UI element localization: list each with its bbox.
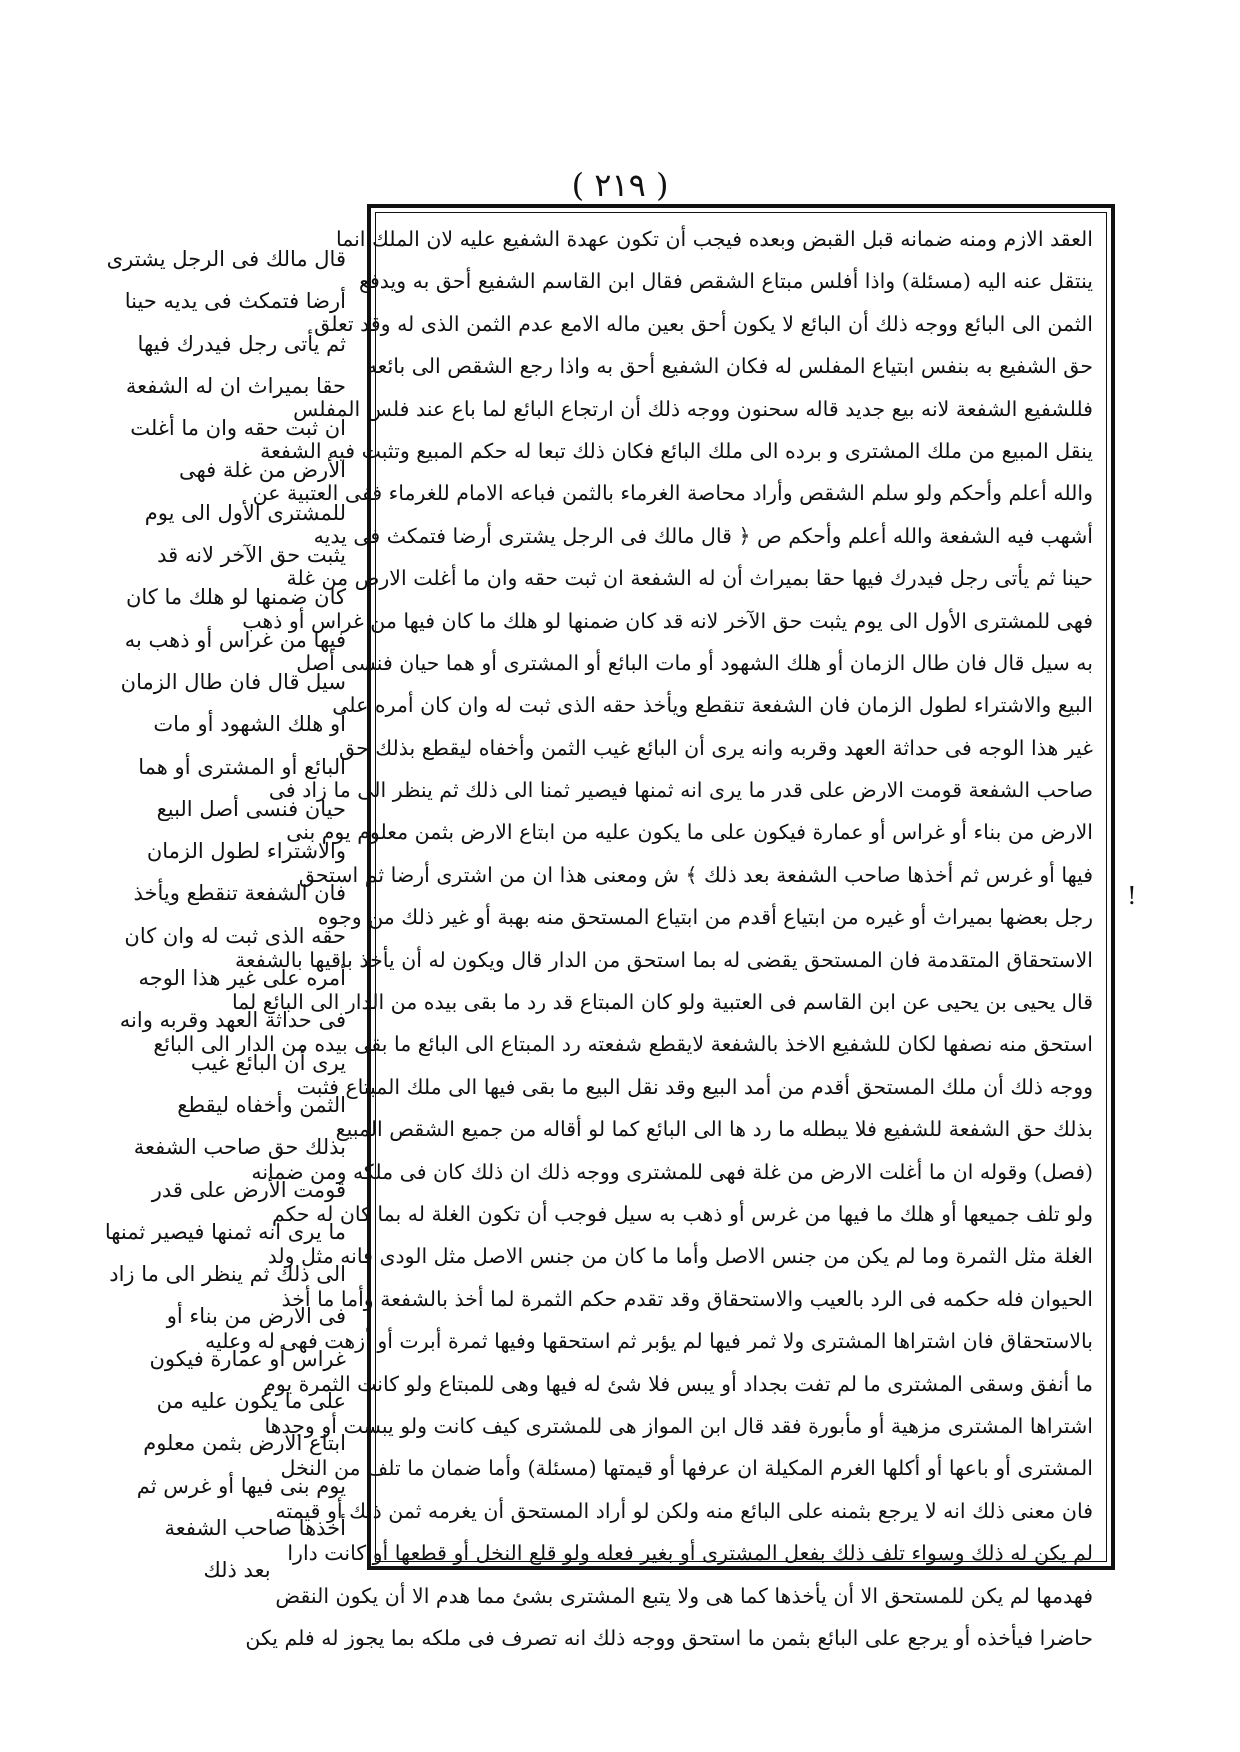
main-text-line: رجل بعضها بميراث أو غيره من ابتياع أقدم من ابتياع المستحق منه بهبة أو غير ذلك من وجوه [317,905,1093,930]
main-text-line: فهدمها لم يكن للمستحق الا أن يأخذها كما هى ولا يتبع المشترى بشئ مما هدم الا أن يكون النقض [275,1583,1093,1608]
main-text-line: العقد الازم ومنه ضمانه قبل القبض وبعده فيجب أن تكون عهدة الشفيع عليه لان الملك انما [335,227,1093,251]
margin-text-line: غراس أو عمارة فيكون [149,1346,346,1371]
main-text-line: والله أعلم وأحكم ولو سلم الشقص وأراد محاصة الغرماء بالثمن فباعه الامام للغرماء ففى العتبية عن [252,481,1093,506]
main-text-line: الاستحقاق المتقدمة فان المستحق يقضى له بما استحق من الدار قال ويكون له أن يأخذ باقيها بالشفعة [234,947,1093,972]
main-text-line: به سيل قال فان طال الزمان أو هلك الشهود أو مات البائع أو المشترى أو هما حيان فنسى أصل [296,650,1093,675]
main-text-line: ووجه ذلك أن ملك المستحق أقدم من أمد البيع وقد نقل البيع ما بقى فيها الى ملك المبتاع فثبت [296,1074,1093,1099]
margin-text-line: على ما يكون عليه من [156,1389,346,1414]
main-text-line: ما أنفق وسقى المشترى ما لم تفت بجداد أو يبس فلا شئ له فيها وهى للمبتاع ولو كانت الثمرة يوم [263,1371,1093,1396]
main-text-line: اشتراها المشترى مزهية أو مأبورة فقد قال ابن المواز هى للمشترى كيف كانت ولو يبست أو وجدها [264,1413,1093,1438]
margin-text-line: البائع أو المشترى أو هما [138,754,346,779]
page-number: ( ٢١٩ ) [571,166,669,204]
main-text-line: بالاستحقاق فان اشتراها المشترى ولا ثمر فيها لم يؤبر ثم استحقها وفيها ثمرة أبرت أو أزهت فهى له وعليه [205,1329,1093,1354]
margin-text-line: أمره على غير هذا الوجه [138,966,346,991]
margin-text-line: فى الارض من بناء أو [166,1304,346,1329]
margin-text-line: حيان فنسى أصل البيع [156,796,346,821]
margin-text-line: فان الشفعة تنقطع ويأخذ [133,881,346,906]
main-text-line: البيع والاشتراء لطول الزمان فان الشفعة تنقطع ويأخذ حقه الذى ثبت له وان كان أمره على [332,693,1093,718]
margin-text-line: الثمن وأخفاه ليقطع [177,1092,346,1117]
main-text-line: لم يكن له ذلك وسواء تلف ذلك بفعل المشترى أو بغير فعله ولو قلع النخل أو قطعها أو كانت دارا [287,1541,1093,1566]
margin-text-line: فى حداثة العهد وقربه وانه [119,1008,346,1033]
margin-text-line: قال مالك فى الرجل يشترى [106,247,346,271]
main-text-line: استحق منه نصفها لكان للشفيع الاخذ بالشفعة لايقطع شفعته رد المبتاع الى البائع ما بقى بيده من الدار الى البائع [153,1032,1093,1057]
margin-text-line: يوم بنى فيها أو غرس ثم [136,1473,346,1498]
margin-text-line: يثبت حق الآخر لانه قد [157,543,346,568]
margin-text-line: سيل قال فان طال الزمان [120,669,346,694]
margin-text-line: أخذها صاحب الشفعة [164,1515,346,1540]
main-text-line: بذلك حق الشفعة للشفيع فلا يبطله ما رد ها الى البائع كما لو أقاله من جميع الشقص المبيع [335,1117,1093,1142]
main-text-line: ولو تلف جميعها أو هلك ما فيها من غرس أو ذهب به سيل فوجب أن تكون الغلة له بما كان له حكم [271,1201,1093,1226]
margin-text-line: ثم يأتى رجل فيدرك فيها [137,331,346,356]
margin-text-line: أرضا فتمكث فى يديه حينا [124,289,346,314]
main-text-line: ينقل المبيع من ملك المشترى و برده الى ملك البائع فكان ذلك تبعا له حكم المبيع وتثبت فيه الشفعة [260,438,1093,463]
margin-text-line: يرى أن البائع غيب [190,1050,346,1075]
main-text-line: فان معنى ذلك انه لا يرجع بثمنه على البائع منه ولكن لو أراد المستحق أن يغرمه ثمن ذلك أو قيمته [275,1498,1093,1523]
main-text-line: حاضرا فيأخذه أو يرجع على البائع بثمن ما استحق ووجه ذلك انه تصرف فى ملكه بما يجوز له فلم يكن [245,1625,1093,1650]
margin-text-line: بذلك حق صاحب الشفعة [133,1135,346,1160]
main-text-line: صاحب الشفعة قومت الارض على قدر ما يرى انه ثمنها فيصير ثمنا الى ذلك ثم ينظر الى ما زاد فى [268,778,1093,803]
main-text-line: الارض من بناء أو غراس أو عمارة فيكون على ما يكون عليه من ابتاع الارض بثمن معلوم يوم بنى [286,820,1093,845]
side-mark: ! [1127,882,1137,910]
margin-text-line: ابتاع الارض بثمن معلوم [143,1431,346,1456]
main-text-line: فللشفيع الشفعة لانه بيع جديد قاله سحنون ووجه ذلك أن ارتجاع البائع لما باع عند فلس المفلس [293,396,1093,421]
margin-text-line: كان ضمنها لو هلك ما كان [125,585,346,610]
margin-text-line: حقه الذى ثبت له وان كان [124,923,346,948]
margin-text-line: والاشتراء لطول الزمان [146,839,346,864]
margin-text-line: حقا بميراث ان له الشفعة [125,373,346,398]
main-text-line: الثمن الى البائع ووجه ذلك أن البائع لا يكون أحق بعين ماله الامع عدم الثمن الذى له وقد تعلق [314,311,1093,336]
main-text-line: المشترى أو باعها أو أكلها الغرم المكيلة ان عرفها أو قيمتها (مسئلة) وأما ضمان ما تلف من النخل [280,1456,1093,1481]
main-text-line: غير هذا الوجه فى حداثة العهد وقربه وانه يرى أن البائع غيب الثمن وأخفاه ليقطع بذلك حق [338,735,1093,760]
margin-text-line: فيها من غراس أو ذهب به [124,627,346,652]
margin-text-line: بعد ذلك [203,1558,271,1583]
margin-text-line: للمشترى الأول الى يوم [144,500,346,525]
main-text-line: حق الشفيع به بنفس ابتياع المفلس له فكان الشفيع أحق به واذا رجع الشقص الى بائعه [366,354,1093,379]
margin-text-line: الى ذلك ثم ينظر الى ما زاد [109,1262,346,1287]
main-text-line: الحيوان فله حكمه فى الرد بالعيب والاستحقاق وقد تقدم حكم الثمرة لما أخذ بالشفعة وأما ما أخذ [281,1286,1093,1311]
main-text-line: ينتقل عنه اليه (مسئلة) واذا أفلس مبتاع الشقص فقال ابن القاسم الشفيع أحق به ويدفع [359,269,1093,294]
margin-text-line: أو هلك الشهود أو مات [153,712,346,737]
main-text-line: فيها أو غرس ثم أخذها صاحب الشفعة بعد ذلك ﴾ ش ومعنى هذا ان من اشترى أرضا ثم استحق [298,862,1093,887]
main-text-line: (فصل) وقوله ان ما أغلت الارض من غلة فهى للمشترى ووجه ذلك ان ذلك كان فى ملكه ومن ضمانه [251,1159,1093,1184]
main-text-line: الغلة مثل الثمرة وما لم يكن من جنس الاصل وأما ما كان من جنس الاصل مثل الودى فانه مثل ولد [267,1244,1093,1269]
main-text-line: حينا ثم يأتى رجل فيدرك فيها حقا بميراث أن له الشفعة ان ثبت حقه وان ما أغلت الارض من غلة [286,566,1093,591]
margin-text-line: الأرض من غلة فهى [178,458,346,483]
margin-text-line: ان ثبت حقه وان ما أغلت [130,416,346,441]
main-text-line: أشهب فيه الشفعة والله أعلم وأحكم ص ﴿ قال مالك فى الرجل يشترى أرضا فتمكث فى يديه [313,523,1093,548]
margin-text-line: ما يرى انه ثمنها فيصير ثمنها [104,1219,346,1244]
main-text-line: قال يحيى بن يحيى عن ابن القاسم فى العتبية ولو كان المبتاع قد رد ما بقى بيده من الدار الى البائع لما [231,990,1093,1015]
margin-text-line: قومت الأرض على قدر [151,1177,346,1202]
main-text-line: فهى للمشترى الأول الى يوم يثبت حق الآخر لانه قد كان ضمنها لو هلك ما كان فيها من غراس أو ذهب [242,608,1093,633]
